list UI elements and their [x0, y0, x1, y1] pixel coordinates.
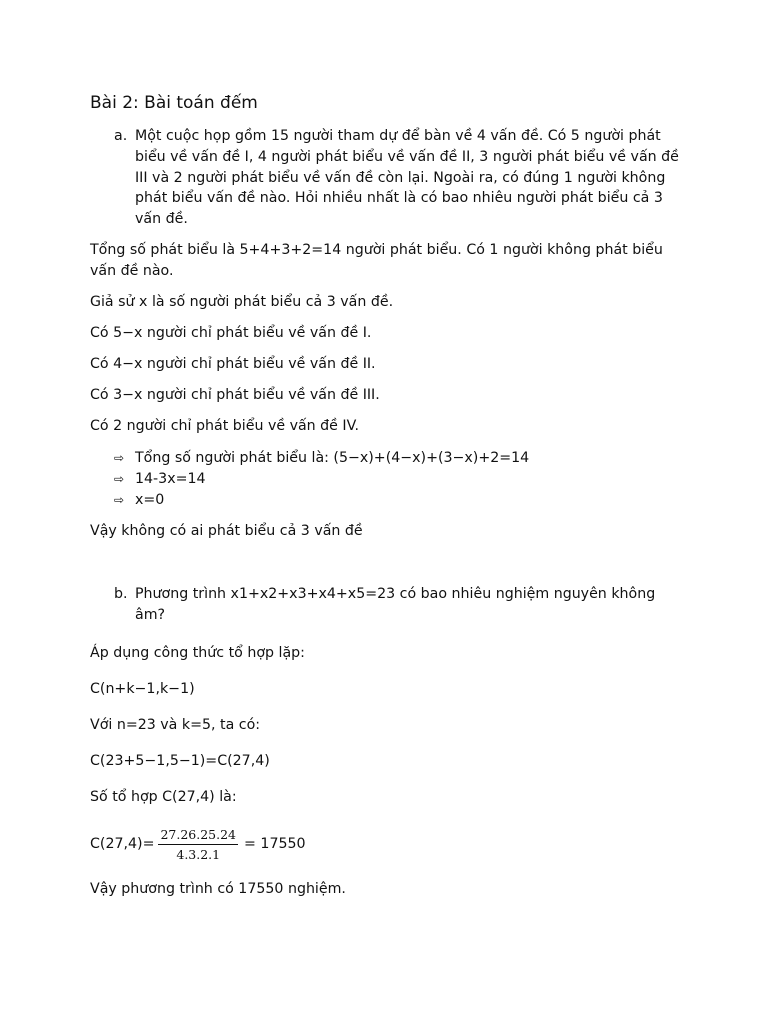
question-b-label: b.	[114, 586, 128, 602]
paragraph-apply-formula: Áp dụng công thức tổ hợp lặp:	[90, 645, 305, 661]
formula-lhs: C(27,4)=	[90, 836, 155, 852]
paragraph-conclusion-b: Vậy phương trình có 17550 nghiệm.	[90, 881, 346, 897]
bullet-result	[114, 490, 164, 511]
paragraph-issue-1: Có 5−x người chỉ phát biểu về vấn đề I.	[90, 325, 372, 341]
section-title: Bài 2: Bài toán đếm	[90, 93, 258, 113]
bullet-text: x=0	[135, 492, 165, 508]
bullet-simplify	[114, 469, 206, 490]
formula-rhs: = 17550	[244, 836, 306, 852]
fraction	[158, 827, 238, 862]
paragraph-issue-4: Có 2 người chỉ phát biểu về vấn đề IV.	[90, 418, 359, 434]
paragraph-issue-3: Có 3−x người chỉ phát biểu về vấn đề III.	[90, 387, 380, 403]
paragraph-assume-x: Giả sử x là số người phát biểu cả 3 vấn đề.	[90, 294, 394, 310]
question-a	[114, 126, 680, 230]
fraction-denominator: 4.3.2.1	[176, 846, 221, 862]
bullet-text: 14-3x=14	[135, 471, 206, 487]
hollow-arrow-icon: ⇨	[114, 451, 125, 465]
hollow-arrow-icon: ⇨	[114, 493, 125, 507]
paragraph-combination: C(23+5−1,5−1)=C(27,4)	[90, 753, 270, 769]
paragraph-count-intro: Số tổ hợp C(27,4) là:	[90, 789, 237, 805]
paragraph-conclusion-a: Vậy không có ai phát biểu cả 3 vấn đề	[90, 523, 363, 539]
question-b	[114, 584, 680, 626]
hollow-arrow-icon: ⇨	[114, 472, 125, 486]
fraction-numerator: 27.26.25.24	[158, 827, 238, 845]
bullet-text: Tổng số người phát biểu là: (5−x)+(4−x)+(3−x)+2=14	[135, 450, 530, 466]
paragraph-total-statements: Tổng số phát biểu là 5+4+3+2=14 người phát biểu. Có 1 người không phát biểu vấn đề nào.	[90, 242, 663, 279]
formula-row	[90, 826, 306, 862]
question-a-label: a.	[114, 128, 128, 144]
question-a-text: Một cuộc họp gồm 15 người tham dự để bàn về 4 vấn đề. Có 5 người phát biểu về vấn đề I, 4 người phát biểu về vấn đề II, 3 người phát biểu về vấn đề III và 2 người phát biểu về vấn đề còn lại. Ngoài ra, có đúng 1 người không phát biểu vấn đề nào. Hỏi nhiều nhất là có bao nhiêu người phát biểu cả 3 vấn đề.	[135, 128, 679, 228]
bullet-equation	[114, 448, 529, 469]
paragraph-general-formula: C(n+k−1,k−1)	[90, 681, 195, 697]
paragraph-issue-2: Có 4−x người chỉ phát biểu về vấn đề II.	[90, 356, 376, 372]
paragraph-substitute: Với n=23 và k=5, ta có:	[90, 717, 261, 733]
question-b-text: Phương trình x1+x2+x3+x4+x5=23 có bao nhiêu nghiệm nguyên không âm?	[135, 586, 656, 623]
